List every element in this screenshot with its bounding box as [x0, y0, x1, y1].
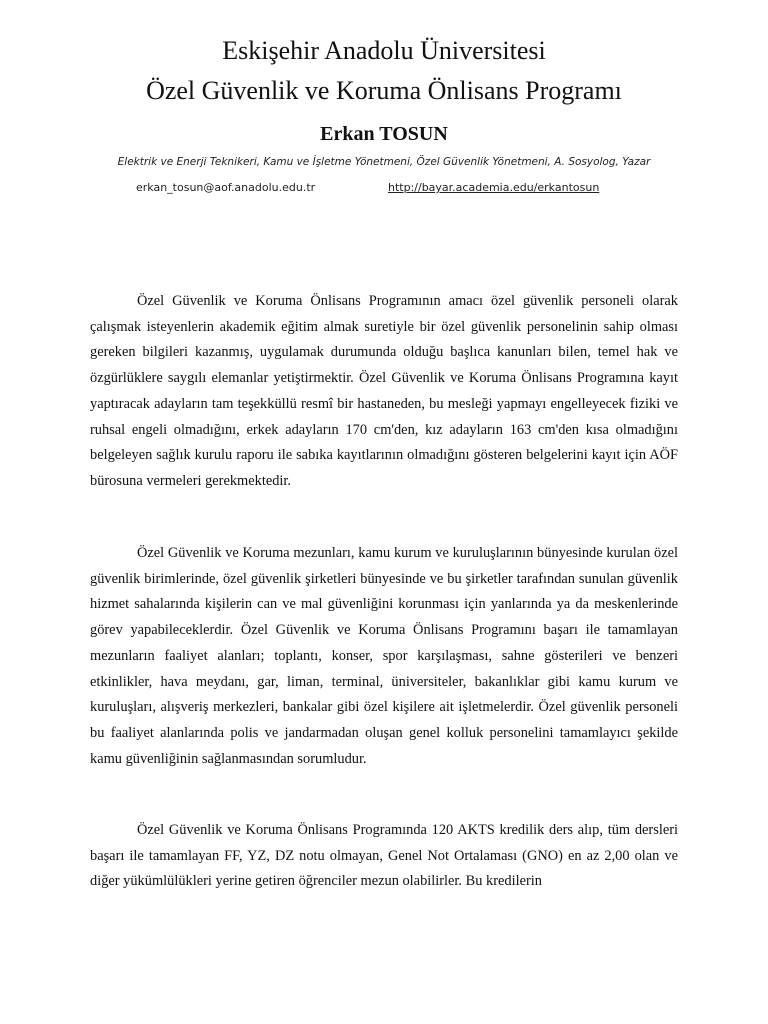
author-website-link[interactable]: http://bayar.academia.edu/erkantosun — [388, 181, 600, 194]
author-affiliation: Elektrik ve Enerji Teknikeri, Kamu ve İşletme Yönetmeni, Özel Güvenlik Yönetmeni, A. Sosyolog, Yazar — [117, 156, 651, 168]
paragraph-text: Özel Güvenlik ve Koruma mezunları, kamu kurum ve kuruluşlarının bünyesinde kurulan özel güvenlik birimlerinde, özel güvenlik şirketleri bünyesinde ve bu şirketler tarafından sunulan güvenlik hizmet sahalarında kişilerin can ve mal güvenliğini korunması için yanlarında ya da meskenlerinde görev yapabileceklerdir. Özel Güvenlik ve Koruma Önlisans Programını başarı ile tamamlayan mezunların faaliyet alanları; toplantı, konser, spor karşılaşması, sahne gösterileri ve benzeri etkinlikler, hava meydanı, gar, liman, terminal, üniversiteler, bakanlıklar gibi kamu kurum ve kuruluşları, alışveriş merkezleri, bankalar gibi özel kişilere ait işletmelerdir. Özel güvenlik personeli bu faaliyet alanlarında polis ve jandarmadan oluşan genel kolluk personelini tamamlayıcı şekilde kamu güvenliğinin sağlanmasından sorumludur. — [90, 545, 678, 767]
university-title: Eskişehir Anadolu Üniversitesi — [222, 36, 546, 65]
author-email[interactable]: erkan_tosun@aof.anadolu.edu.tr — [136, 181, 316, 194]
paragraph-1 — [90, 289, 678, 495]
paragraph-text: Özel Güvenlik ve Koruma Önlisans Programının amacı özel güvenlik personeli olarak çalışmak isteyenlerin akademik eğitim almak suretiyle bir özel güvenlik personelinin sahip olması gereken bilgileri kazanmış, uygulamak durumunda olduğu başlıca kanunları bilen, temel hak ve özgürlüklere saygılı elemanlar yetiştirmektir. Özel Güvenlik ve Koruma Önlisans Programına kayıt yaptıracak adayların tam teşekküllü resmî bir hastaneden, bu mesleği yapmayı engelleyecek fiziki ve ruhsal engeli olmadığını, erkek adayların 170 cm'den, kız adayların 163 cm'den kısa olmadığını belgeleyen sağlık kurulu raporu ile sabıka kayıtlarının olmadığını gösteren belgelerini kayıt için AÖF bürosuna vermeleri gerekmektedir. — [90, 293, 678, 489]
paragraph-text: Özel Güvenlik ve Koruma Önlisans Programında 120 AKTS kredilik ders alıp, tüm dersleri başarı ile tamamlayan FF, YZ, DZ notu olmayan, Genel Not Ortalaması (GNO) en az 2,00 olan ve diğer yükümlülükleri yerine getiren öğrenciler mezun olabilirler. Bu kredilerin — [90, 822, 678, 890]
paragraph-3 — [90, 818, 678, 895]
program-title: Özel Güvenlik ve Koruma Önlisans Programı — [146, 76, 622, 105]
author-name: Erkan TOSUN — [320, 123, 448, 145]
paragraph-2 — [90, 541, 678, 772]
